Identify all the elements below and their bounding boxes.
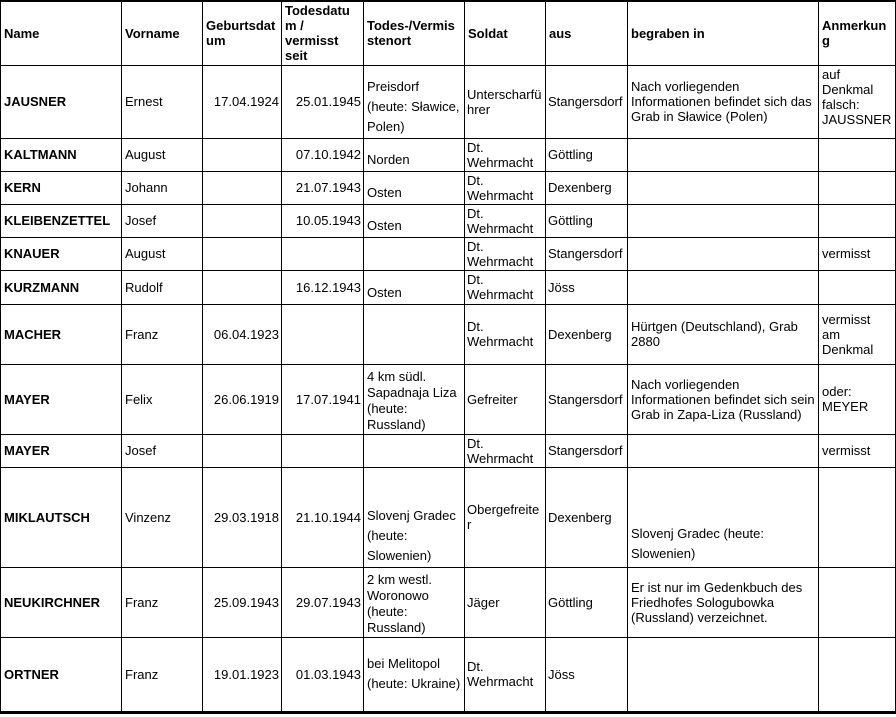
cell-todesdatum: 01.03.1943	[282, 637, 364, 712]
cell-vorname: Franz	[122, 304, 203, 364]
cell-todesort: Osten	[364, 270, 465, 304]
cell-geburtsdatum: 06.04.1923	[203, 304, 282, 364]
cell-geburtsdatum: 29.03.1918	[203, 467, 282, 567]
cell-geburtsdatum: 25.09.1943	[203, 567, 282, 637]
cell-todesort: Slovenj Gradec (heute: Slowenien)	[364, 467, 465, 567]
cell-todesort: Osten	[364, 204, 465, 237]
cell-geburtsdatum	[203, 138, 282, 171]
cell-anmerkung: vermisst am Denkmal	[819, 304, 896, 364]
cell-todesdatum: 29.07.1943	[282, 567, 364, 637]
cell-vorname: Rudolf	[122, 270, 203, 304]
cell-aus: Stangersdorf	[546, 364, 628, 434]
cell-todesort	[364, 304, 465, 364]
cell-todesdatum	[282, 304, 364, 364]
cell-name: ORTNER	[1, 637, 122, 712]
table-row	[1, 304, 896, 364]
cell-aus: Jöss	[546, 270, 628, 304]
cell-begraben-in	[628, 637, 819, 712]
cell-vorname: Johann	[122, 171, 203, 204]
cell-todesort: Preisdorf (heute: Sławice, Polen)	[364, 65, 465, 138]
cell-soldat: Unterscharführer	[465, 65, 546, 138]
cell-todesdatum: 17.07.1941	[282, 364, 364, 434]
cell-vorname: August	[122, 138, 203, 171]
cell-vorname: Vinzenz	[122, 467, 203, 567]
cell-soldat: Dt. Wehrmacht	[465, 434, 546, 467]
column-header-soldat: Soldat	[465, 1, 546, 65]
cell-aus: Dexenberg	[546, 467, 628, 567]
cell-begraben-in	[628, 204, 819, 237]
cell-name: KERN	[1, 171, 122, 204]
cell-todesort: Norden	[364, 138, 465, 171]
cell-todesdatum	[282, 237, 364, 270]
cell-soldat: Dt. Wehrmacht	[465, 138, 546, 171]
cell-geburtsdatum	[203, 434, 282, 467]
cell-name: KURZMANN	[1, 270, 122, 304]
cell-aus: Jöss	[546, 637, 628, 712]
cell-begraben-in: Hürtgen (Deutschland), Grab 2880	[628, 304, 819, 364]
cell-aus: Göttling	[546, 567, 628, 637]
cell-begraben-in: Er ist nur im Gedenkbuch des Friedhofes Sologubowka (Russland) verzeichnet.	[628, 567, 819, 637]
cell-todesdatum: 07.10.1942	[282, 138, 364, 171]
column-header-vorname: Vorname	[122, 1, 203, 65]
header-row	[1, 1, 896, 65]
column-header-todesort: Todes-/Vermisstenort	[364, 1, 465, 65]
cell-soldat: Gefreiter	[465, 364, 546, 434]
cell-todesort: Osten	[364, 171, 465, 204]
cell-soldat: Dt. Wehrmacht	[465, 204, 546, 237]
cell-anmerkung: vermisst	[819, 434, 896, 467]
cell-aus: Dexenberg	[546, 304, 628, 364]
cell-vorname: Franz	[122, 567, 203, 637]
table-row	[1, 270, 896, 304]
cell-name: MAYER	[1, 364, 122, 434]
cell-todesdatum: 10.05.1943	[282, 204, 364, 237]
column-header-geburtsdatum: Geburtsdatum	[203, 1, 282, 65]
cell-name: MACHER	[1, 304, 122, 364]
cell-vorname: Ernest	[122, 65, 203, 138]
cell-todesort: 4 km südl. Sapadnaja Liza (heute: Russland)	[364, 364, 465, 434]
cell-todesdatum: 25.01.1945	[282, 65, 364, 138]
cell-geburtsdatum: 19.01.1923	[203, 637, 282, 712]
cell-soldat: Obergefreiter	[465, 467, 546, 567]
cell-soldat: Dt. Wehrmacht	[465, 637, 546, 712]
cell-aus: Stangersdorf	[546, 434, 628, 467]
cell-anmerkung	[819, 467, 896, 567]
cell-vorname: August	[122, 237, 203, 270]
column-header-todesdatum: Todesdatum / vermisst seit	[282, 1, 364, 65]
cell-geburtsdatum	[203, 270, 282, 304]
cell-geburtsdatum	[203, 237, 282, 270]
cell-begraben-in: Slovenj Gradec (heute: Slowenien)	[628, 467, 819, 567]
cell-name: KALTMANN	[1, 138, 122, 171]
cell-anmerkung: oder: MEYER	[819, 364, 896, 434]
table-row	[1, 434, 896, 467]
cell-todesdatum	[282, 434, 364, 467]
cell-soldat: Jäger	[465, 567, 546, 637]
column-header-begraben-in: begraben in	[628, 1, 819, 65]
cell-begraben-in	[628, 138, 819, 171]
table-row	[1, 65, 896, 138]
cell-vorname: Franz	[122, 637, 203, 712]
cell-geburtsdatum: 26.06.1919	[203, 364, 282, 434]
cell-todesdatum: 21.07.1943	[282, 171, 364, 204]
table-row	[1, 467, 896, 567]
table-body	[1, 65, 896, 712]
cell-anmerkung	[819, 270, 896, 304]
cell-aus: Göttling	[546, 138, 628, 171]
cell-geburtsdatum	[203, 171, 282, 204]
cell-soldat: Dt. Wehrmacht	[465, 304, 546, 364]
table-row	[1, 567, 896, 637]
cell-name: MAYER	[1, 434, 122, 467]
cell-todesdatum: 16.12.1943	[282, 270, 364, 304]
table-row	[1, 364, 896, 434]
cell-vorname: Josef	[122, 204, 203, 237]
column-header-name: Name	[1, 1, 122, 65]
column-header-aus: aus	[546, 1, 628, 65]
cell-aus: Stangersdorf	[546, 65, 628, 138]
cell-begraben-in: Nach vorliegenden Informationen befindet sich das Grab in Sławice (Polen)	[628, 65, 819, 138]
cell-aus: Göttling	[546, 204, 628, 237]
table-row	[1, 204, 896, 237]
column-header-anmerkung: Anmerkung	[819, 1, 896, 65]
table-row	[1, 637, 896, 712]
table-row	[1, 171, 896, 204]
cell-anmerkung	[819, 171, 896, 204]
cell-aus: Dexenberg	[546, 171, 628, 204]
cell-todesort	[364, 237, 465, 270]
cell-soldat: Dt. Wehrmacht	[465, 171, 546, 204]
cell-geburtsdatum: 17.04.1924	[203, 65, 282, 138]
cell-name: NEUKIRCHNER	[1, 567, 122, 637]
cell-todesort: bei Melitopol (heute: Ukraine)	[364, 637, 465, 712]
cell-begraben-in	[628, 237, 819, 270]
cell-todesdatum: 21.10.1944	[282, 467, 364, 567]
cell-anmerkung: auf Denkmal falsch: JAUSSNER	[819, 65, 896, 138]
cell-anmerkung	[819, 567, 896, 637]
cell-vorname: Josef	[122, 434, 203, 467]
cell-anmerkung	[819, 138, 896, 171]
cell-name: JAUSNER	[1, 65, 122, 138]
table-row	[1, 138, 896, 171]
cell-begraben-in	[628, 270, 819, 304]
cell-todesort	[364, 434, 465, 467]
cell-name: KLEIBENZETTEL	[1, 204, 122, 237]
cell-begraben-in	[628, 434, 819, 467]
cell-soldat: Dt. Wehrmacht	[465, 270, 546, 304]
cell-begraben-in: Nach vorliegenden Informationen befindet sich sein Grab in Zapa-Liza (Russland)	[628, 364, 819, 434]
cell-name: KNAUER	[1, 237, 122, 270]
cell-vorname: Felix	[122, 364, 203, 434]
table-row	[1, 237, 896, 270]
cell-aus: Stangersdorf	[546, 237, 628, 270]
cell-begraben-in	[628, 171, 819, 204]
cell-todesort: 2 km westl. Woronowo (heute: Russland)	[364, 567, 465, 637]
cell-geburtsdatum	[203, 204, 282, 237]
cell-anmerkung	[819, 637, 896, 712]
cell-anmerkung: vermisst	[819, 237, 896, 270]
cell-soldat: Dt. Wehrmacht	[465, 237, 546, 270]
cell-anmerkung	[819, 204, 896, 237]
cell-name: MIKLAUTSCH	[1, 467, 122, 567]
